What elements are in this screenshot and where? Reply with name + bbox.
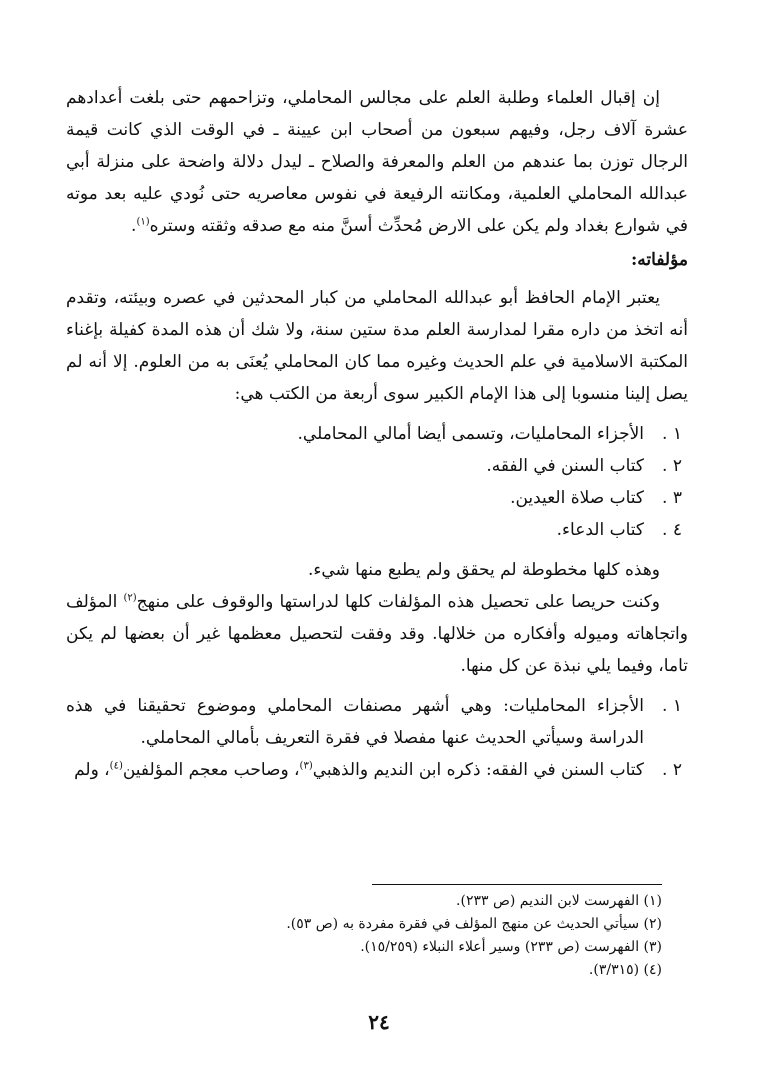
section-heading: مؤلفاته: bbox=[631, 250, 688, 270]
footnote-ref-4[interactable]: (٤) bbox=[109, 760, 123, 772]
footnote: (٢) سيأتي الحديث عن منهج المؤلف في فقرة مفردة به (ص ٥٣). bbox=[286, 916, 662, 932]
footnote: (٤) (٣/٣١٥). bbox=[588, 962, 662, 978]
list-number: ٣ . bbox=[662, 488, 682, 508]
footnotes bbox=[96, 890, 662, 982]
footnote-ref-2[interactable]: (٢) bbox=[123, 592, 137, 604]
footnote-divider bbox=[372, 884, 662, 885]
detail-text bbox=[66, 754, 644, 786]
effort-paragraph bbox=[66, 586, 688, 682]
detail-text-part: ، وصاحب معجم المؤلفين bbox=[122, 760, 300, 780]
spacer bbox=[66, 682, 688, 690]
detail-item bbox=[66, 754, 688, 786]
works-intro-paragraph: يعتبر الإمام الحافظ أبو عبدالله المحاملي من كبار المحدثين في عصره وبيئته، وتقدم أنه اتخذ من داره مقرا لمدارسة العلم مدة ستين سنة، ولا شك أن هذه المدة كفيلة بإغناء المكتبة الاسلامية في علم الحديث وغيره مما كان المحاملي يُعنَى به من العلوم. إلا أنه لم يصل إلينا منسوبا إلى هذا الإمام الكبير سوى أربعة من الكتب هي: bbox=[66, 288, 688, 404]
list-number: ٤ . bbox=[662, 520, 682, 540]
list-number: ٢ . bbox=[662, 760, 682, 780]
book-list-item bbox=[66, 482, 688, 514]
book-list-item bbox=[66, 418, 688, 450]
footnote-ref-3[interactable]: (٣) bbox=[299, 760, 313, 772]
list-text: كتاب صلاة العيدين. bbox=[510, 488, 644, 508]
list-text: كتاب السنن في الفقه. bbox=[486, 456, 644, 476]
page-number: ٢٤ bbox=[368, 1010, 390, 1034]
footnote: (٣) الفهرست (ص ٢٣٣) وسير أعلاء النبلاء (١٥/٢٥٩). bbox=[360, 939, 662, 955]
manuscripts-paragraph: وهذه كلها مخطوطة لم يحقق ولم يطبع منها شيء. bbox=[307, 560, 660, 580]
detail-text-part: ، ولم bbox=[74, 760, 110, 780]
detail-text: الأجزاء المحامليات: وهي أشهر مصنفات المحاملي وموضوع تحقيقنا في هذه الدراسة وسيأتي الحديث عنها مفصلا في فقرة التعريف بأمالي المحاملي. bbox=[66, 696, 644, 748]
footnote: (١) الفهرست لابن النديم (ص ٢٣٣). bbox=[456, 893, 662, 909]
effort-text-2: المؤلف واتجاهاته وميوله وأفكاره من خلالها. وقد وفقت لتحصيل معظمها غير أن بعضها لم يكن تاما، وفيما يلي نبذة عن كل منها. bbox=[66, 592, 688, 676]
detail-item bbox=[66, 690, 688, 754]
intro-text: إن إقبال العلماء وطلبة العلم على مجالس المحاملي، وتزاحمهم حتى بلغت أعدادهم عشرة آلاف رجل، وفيهم سبعون من أصحاب ابن عيينة ـ في الوقت الذي كانت قيمة الرجال توزن بما عندهم من العلم والمعرفة والصلاح ـ ليدل دلالة واضحة على منزلة أبي عبدالله المحاملي العلمية، ومكانته الرفيعة في نفوس معاصريه حتى نُودي عليه بعد موته في شوارع بغداد ولم يكن على الارض مُحدِّث أسنَّ منه مع صدقه وثقته وستره bbox=[66, 88, 688, 236]
detail-text-part: كتاب السنن في الفقه: ذكره ابن النديم والذهبي bbox=[312, 760, 644, 780]
list-text: الأجزاء المحامليات، وتسمى أيضا أمالي المحاملي. bbox=[297, 424, 644, 444]
spacer bbox=[66, 410, 688, 418]
effort-text-1: وكنت حريصا على تحصيل هذه المؤلفات كلها لدراستها والوقوف على منهج bbox=[136, 592, 660, 612]
list-number: ٢ . bbox=[662, 456, 682, 476]
book-list-item bbox=[66, 450, 688, 482]
list-number: ١ . bbox=[662, 696, 682, 716]
intro-paragraph: إن إقبال العلماء وطلبة العلم على مجالس المحاملي، وتزاحمهم حتى بلغت أعدادهم عشرة آلاف رجل، وفيهم سبعون من أصحاب ابن عيينة ـ في الوقت الذي كانت قيمة الرجال توزن بما عندهم من العلم والمعرفة والصلاح ـ ليدل دلالة واضحة على منزلة أبي عبدالله المحاملي العلمية، ومكانته الرفيعة في نفوس معاصريه حتى نُودي عليه بعد موته في شوارع بغداد ولم يكن على الارض مُحدِّث أسنَّ منه مع صدقه وثقته وستره$^{(١)}$. bbox=[66, 88, 688, 236]
body-text bbox=[66, 82, 688, 786]
footnote-ref-1[interactable]: (١) bbox=[136, 216, 150, 228]
book-list-item bbox=[66, 514, 688, 546]
spacer bbox=[66, 546, 688, 554]
list-text: كتاب الدعاء. bbox=[556, 520, 644, 540]
list-number: ١ . bbox=[662, 424, 682, 444]
